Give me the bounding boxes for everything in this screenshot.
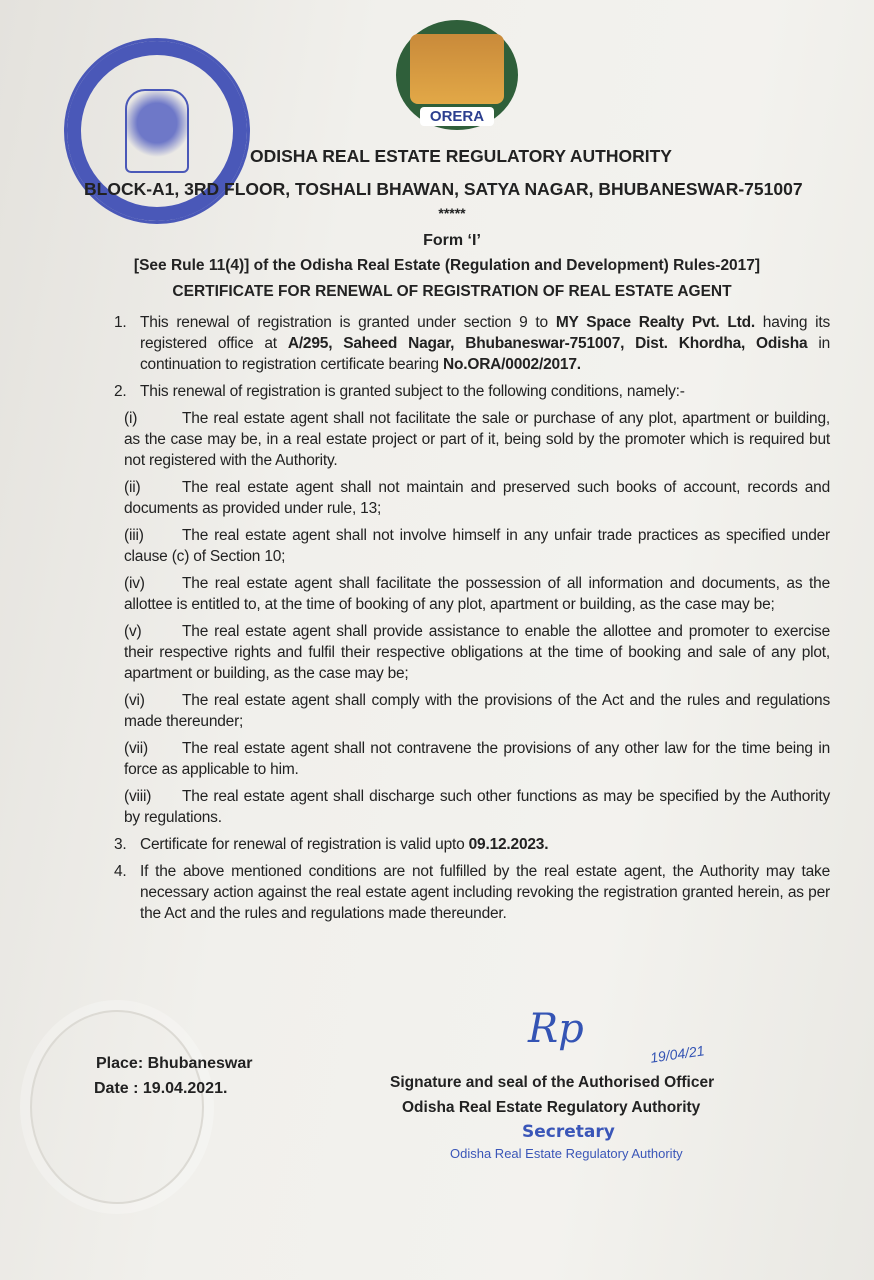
- condition-number: (i): [124, 410, 138, 427]
- conditions-list: [114, 408, 830, 828]
- issue-date: Date : 19.04.2021.: [94, 1080, 228, 1097]
- condition-number: (v): [124, 623, 142, 640]
- certificate-title: CERTIFICATE FOR RENEWAL OF REGISTRATION OF REAL ESTATE AGENT: [172, 283, 732, 300]
- condition-text: The real estate agent shall comply with the provisions of the Act and the rules and regulations made thereunder;: [124, 692, 830, 730]
- condition-text: The real estate agent shall not facilitate the sale or purchase of any plot, apartment or building, as the case may be, in a real estate project or part of it, being sold by the promoter which is required but not registered with the Authority.: [124, 410, 830, 469]
- item-3: 3. Certificate for renewal of registration is valid upto 09.12.2023.: [114, 836, 549, 853]
- condition-item: [114, 786, 830, 828]
- registration-number: No.ORA/0002/2017.: [442, 356, 581, 373]
- stamp-org: Odisha Real Estate Regulatory Authority: [450, 1146, 683, 1161]
- condition-item: [114, 525, 830, 567]
- signature: Rp: [528, 1006, 584, 1052]
- condition-number: (viii): [124, 788, 152, 805]
- condition-text: The real estate agent shall not contravene the provisions of any other law for the time being in force as applicable to him.: [124, 740, 830, 778]
- condition-number: (ii): [124, 479, 141, 496]
- condition-item: [114, 621, 830, 684]
- agent-address: A/295, Saheed Nagar, Bhubaneswar-751007, Dist. Khordha, Odisha: [287, 335, 808, 352]
- certificate-body: [114, 312, 830, 930]
- national-emblem-icon: [125, 89, 189, 173]
- org-name: ODISHA REAL ESTATE REGULATORY AUTHORITY: [250, 146, 672, 166]
- form-label: Form ‘I’: [423, 232, 481, 249]
- condition-number: (vi): [124, 692, 145, 709]
- place: Place: Bhubaneswar: [96, 1055, 253, 1072]
- item-2: 2. This renewal of registration is granted subject to the following conditions, namely:-: [114, 383, 685, 400]
- stamp-title: Secretary: [522, 1122, 615, 1142]
- embossed-seal: [30, 1010, 204, 1204]
- condition-number: (iii): [124, 527, 144, 544]
- separator-stars: *****: [438, 205, 466, 221]
- orera-logo: ORERA: [396, 20, 518, 130]
- condition-item: [114, 738, 830, 780]
- condition-number: (vii): [124, 740, 148, 757]
- condition-text: The real estate agent shall not involve himself in any unfair trade practices as specified under clause (c) of Section 10;: [124, 527, 830, 565]
- condition-item: [114, 408, 830, 471]
- condition-number: (iv): [124, 575, 145, 592]
- signatory-org: Odisha Real Estate Regulatory Authority: [402, 1099, 701, 1116]
- condition-text: The real estate agent shall not maintain and preserved such books of account, records and documents as provided under rule, 13;: [124, 479, 830, 517]
- org-address: BLOCK-A1, 3RD FLOOR, TOSHALI BHAWAN, SATYA NAGAR, BHUBANESWAR-751007: [84, 179, 803, 199]
- item-4: 4. If the above mentioned conditions are not fulfilled by the real estate agent, the Authority may take necessary action against the real estate agent including revoking the registration granted herein, as per the Act and the rules and regulations made thereunder.: [114, 863, 830, 922]
- condition-text: The real estate agent shall discharge such other functions as may be specified by the Authority by regulations.: [124, 788, 830, 826]
- rule-reference: [See Rule 11(4)] of the Odisha Real Estate (Regulation and Development) Rules-2017]: [133, 257, 761, 274]
- condition-item: [114, 690, 830, 732]
- agent-name: MY Space Realty Pvt. Ltd.: [555, 314, 755, 331]
- signature-label: Signature and seal of the Authorised Officer: [390, 1074, 715, 1091]
- condition-text: The real estate agent shall facilitate the possession of all information and documents, as the allottee is entitled to, at the time of booking of any plot, apartment or building, as the case may be;: [124, 575, 830, 613]
- valid-until-date: 09.12.2023.: [468, 836, 549, 853]
- item-1: 1. This renewal of registration is granted under section 9 to MY Space Realty Pvt. Ltd. having its registered office at A/295, Saheed Nagar, Bhubaneswar-751007, Dist. Khordha, Odisha in continuation to registration certificate bearing No.ORA/0002/2017.: [114, 314, 831, 373]
- condition-text: The real estate agent shall provide assistance to enable the allottee and promoter to exercise their respective rights and fulfil their respective obligations at the time of booking and sale of any plot, apartment or building, as the case may be;: [124, 623, 830, 682]
- handwritten-date: 19/04/21: [649, 1042, 706, 1066]
- condition-item: [114, 477, 830, 519]
- condition-item: [114, 573, 830, 615]
